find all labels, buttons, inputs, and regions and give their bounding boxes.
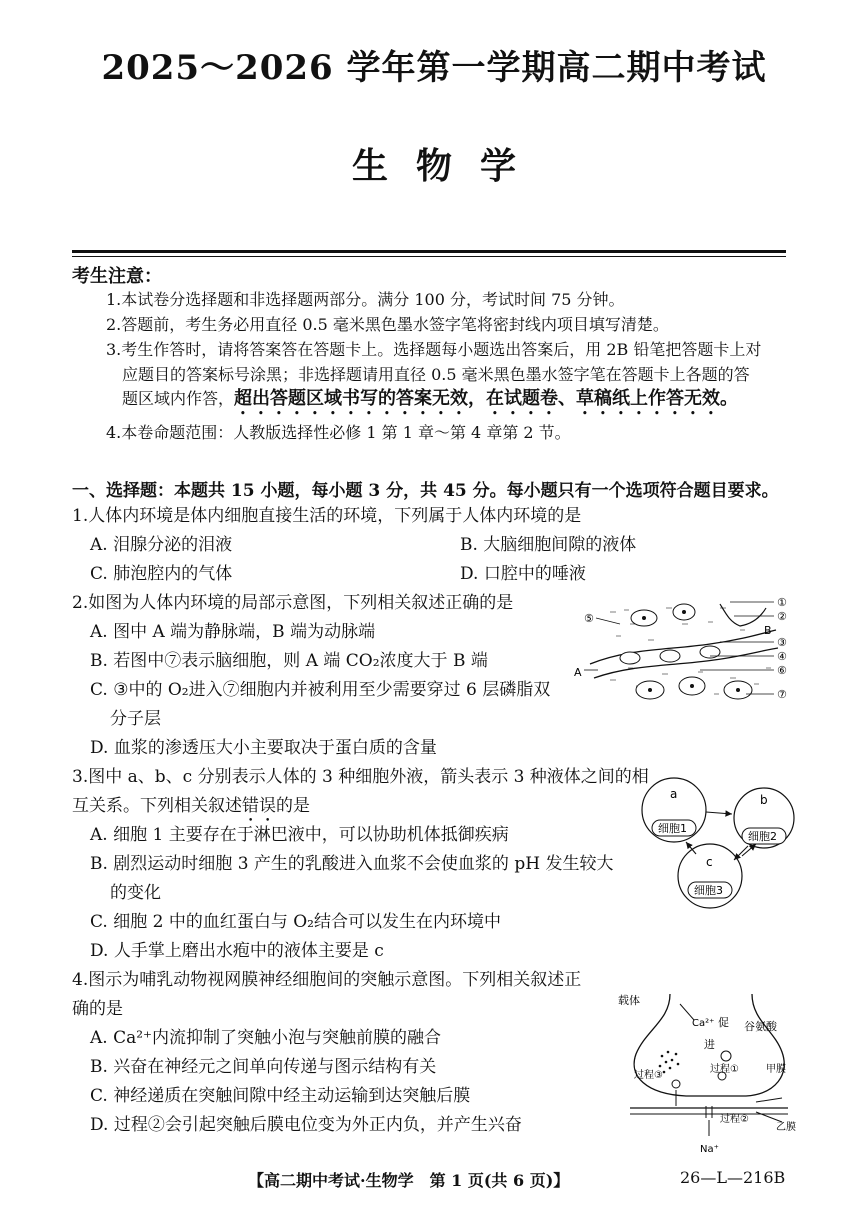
q4-label-carrier: 载体 bbox=[618, 994, 640, 1007]
q4-label-promote-1: 促 bbox=[718, 1016, 729, 1029]
q4-label-ca: Ca²⁺ bbox=[692, 1018, 715, 1029]
q3-stem-2a: 互关系。下列相关叙述 bbox=[72, 796, 242, 816]
q4-label-na: Na⁺ bbox=[700, 1144, 719, 1155]
q2-label-5: ⑤ bbox=[584, 612, 594, 625]
q3-option-d: D. 人手掌上磨出水疱中的液体主要是 c bbox=[90, 941, 384, 961]
q4-label-glutamate: 谷氨酸 bbox=[744, 1020, 777, 1033]
q3-label-c: c bbox=[706, 855, 713, 869]
exam-title: 2025～2026 学年第一学期高二期中考试 bbox=[101, 48, 767, 88]
q2-label-1: ① bbox=[777, 596, 787, 609]
q4-option-b: B. 兴奋在神经元之间单向传递与图示结构有关 bbox=[90, 1057, 437, 1077]
notice-item-3: 3.考生作答时，请将答案答在答题卡上。选择题每小题选出答案后，用 2B 铅笔把答题卡上对 bbox=[106, 340, 762, 359]
q1-option-b: B. 大脑细胞间隙的液体 bbox=[460, 535, 637, 555]
notice-item-2: 2.答题前，考生务必用直径 0.5 毫米黑色墨水签字笔将密封线内项目填写清楚。 bbox=[106, 315, 669, 334]
q4-label-process-3: 过程③ bbox=[634, 1070, 663, 1081]
q2-label-b: B bbox=[764, 624, 772, 637]
page-footer: 【高二期中考试·生物学 第 1 页(共 6 页)】 bbox=[248, 1171, 570, 1190]
header-rule-thick bbox=[72, 250, 786, 253]
q1-option-c: C. 肺泡腔内的气体 bbox=[90, 564, 233, 584]
notice-item-4: 4.本卷命题范围：人教版选择性必修 1 第 1 章～第 4 章第 2 节。 bbox=[106, 423, 571, 442]
q2-label-4: ④ bbox=[777, 650, 787, 663]
notice-item-3-line3 bbox=[122, 386, 808, 419]
q4-option-a: A. Ca²⁺内流抑制了突触小泡与突触前膜的融合 bbox=[90, 1028, 442, 1048]
q2-label-7: ⑦ bbox=[777, 688, 787, 701]
q4-option-d: D. 过程②会引起突触后膜电位变为外正内负，并产生兴奋 bbox=[90, 1115, 522, 1135]
q1-option-d: D. 口腔中的唾液 bbox=[460, 564, 586, 584]
q3-figure bbox=[640, 770, 800, 910]
notice-item-3-line2: 应题目的答案标号涂黑；非选择题请用直径 0.5 毫米黑色墨水签字笔在答题卡上各题的答 bbox=[122, 365, 750, 384]
q3-stem-2c: 的是 bbox=[276, 796, 310, 816]
q4-label-membrane-a: 甲膜 bbox=[766, 1064, 786, 1075]
q4-label-process-2: 过程② bbox=[720, 1114, 749, 1125]
header-rule-thin bbox=[72, 256, 786, 257]
q3-cell-2: 细胞2 bbox=[748, 830, 777, 843]
q3-option-b-cont: 的变化 bbox=[110, 883, 161, 903]
q4-stem-1: 4.图示为哺乳动物视网膜神经细胞间的突触示意图。下列相关叙述正 bbox=[72, 970, 582, 990]
q3-label-b: b bbox=[760, 793, 768, 807]
q2-option-c-cont: 分子层 bbox=[110, 709, 161, 729]
q3-label-a: a bbox=[670, 787, 678, 801]
notice-item-1: 1.本试卷分选择题和非选择题两部分。满分 100 分，考试时间 75 分钟。 bbox=[106, 290, 625, 309]
q4-label-membrane-b: 乙膜 bbox=[776, 1122, 796, 1133]
notice-item-3-line3-a: 题区域内作答， bbox=[122, 389, 235, 408]
q2-option-a: A. 图中 A 端为静脉端，B 端为动脉端 bbox=[90, 622, 376, 642]
q3-option-a: A. 细胞 1 主要存在于淋巴液中，可以协助机体抵御疾病 bbox=[90, 825, 509, 845]
notice-warning: 超出答题区域书写的答案无效，在试题卷、草稿纸上作答无效。 bbox=[234, 388, 739, 409]
q1-option-a: A. 泪腺分泌的泪液 bbox=[90, 535, 233, 555]
q3-option-c: C. 细胞 2 中的血红蛋白与 O₂结合可以发生在内环境中 bbox=[90, 912, 501, 932]
notice-heading: 考生注意： bbox=[72, 266, 162, 287]
q2-label-a: A bbox=[574, 666, 582, 679]
q3-stem-2b: 错误 bbox=[242, 796, 276, 816]
q2-option-b: B. 若图中⑦表示脑细胞，则 A 端 CO₂浓度大于 B 端 bbox=[90, 651, 488, 671]
q2-stem: 2.如图为人体内环境的局部示意图，下列相关叙述正确的是 bbox=[72, 593, 514, 613]
q4-figure bbox=[606, 990, 810, 1158]
q2-option-c: C. ③中的 O₂进入⑦细胞内并被利用至少需要穿过 6 层磷脂双 bbox=[90, 680, 551, 700]
q4-stem-2: 确的是 bbox=[72, 999, 123, 1019]
q2-label-3: ③ bbox=[777, 636, 787, 649]
q3-cell-3: 细胞3 bbox=[694, 884, 723, 897]
q3-stem-1: 3.图中 a、b、c 分别表示人体的 3 种细胞外液，箭头表示 3 种液体之间的相 bbox=[72, 767, 649, 787]
q3-cell-1: 细胞1 bbox=[658, 822, 687, 835]
q2-label-2: ② bbox=[777, 610, 787, 623]
paper-code: 26—L—216B bbox=[680, 1168, 786, 1187]
q2-figure bbox=[570, 594, 798, 706]
q2-label-6: ⑥ bbox=[777, 664, 787, 677]
q4-option-c: C. 神经递质在突触间隙中经主动运输到达突触后膜 bbox=[90, 1086, 471, 1106]
section-heading: 一、选择题：本题共 15 小题，每小题 3 分，共 45 分。每小题只有一个选项符合题目要求。 bbox=[72, 481, 779, 501]
subject-title: 生物学 bbox=[351, 145, 544, 187]
q4-label-promote-2: 进 bbox=[704, 1038, 715, 1051]
q1-stem: 1.人体内环境是体内细胞直接生活的环境，下列属于人体内环境的是 bbox=[72, 506, 582, 526]
q2-option-d: D. 血浆的渗透压大小主要取决于蛋白质的含量 bbox=[90, 738, 437, 758]
q4-label-process-1: 过程① bbox=[710, 1064, 739, 1075]
q3-option-b: B. 剧烈运动时细胞 3 产生的乳酸进入血浆不会使血浆的 pH 发生较大 bbox=[90, 854, 614, 874]
